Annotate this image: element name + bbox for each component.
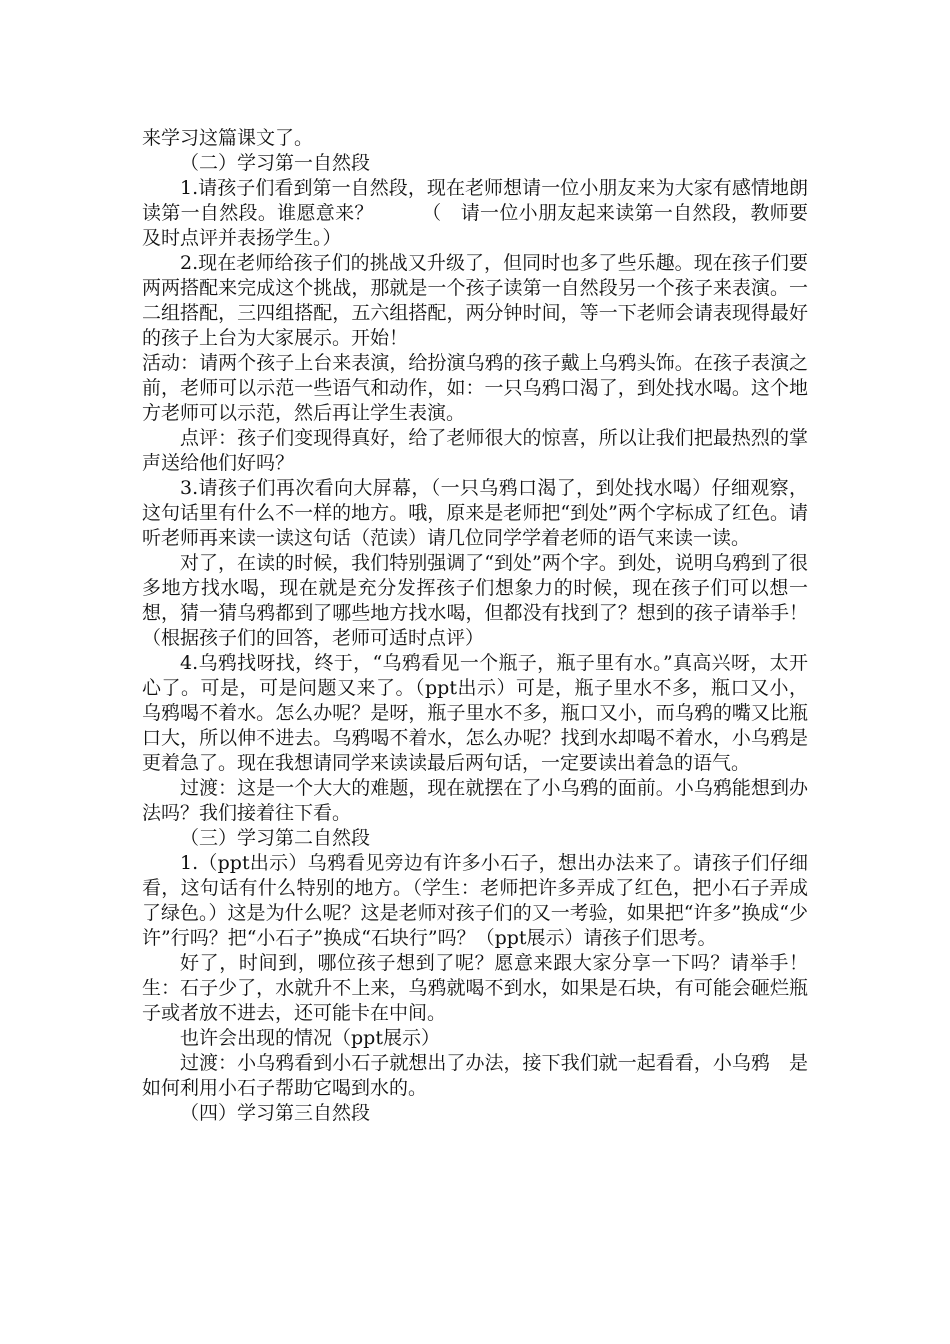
- paragraph-3: 1.请孩子们看到第一自然段，现在老师想请一位小朋友来为大家有感情地朗读第一自然段。谁愿意来？ （ 请一位小朋友起来读第一自然段，教师要及时点评并表扬学生。）: [142, 177, 808, 249]
- paragraph-4: 2.现在老师给孩子们的挑战又升级了，但同时也多了些乐趣。现在孩子们要两两搭配来完成这个挑战，那就是一个孩子读第一自然段另一个孩子来表演。一二组搭配，三四组搭配，五六组搭配，两分钟时间，等一下老师会请表现得最好的孩子上台为大家展示。开始！: [142, 252, 808, 349]
- paragraph-7: 3.请孩子们再次看向大屏幕，（一只乌鸦口渴了，到处找水喝）仔细观察，这句话里有什么不一样的地方。哦，原来是老师把“到处”两个字标成了红色。请听老师再来读一读这句话（范读）请几位同学学着老师的语气来读一读。: [142, 477, 808, 549]
- paragraph-transition-1: 过渡：这是一个大大的难题，现在就摆在了小乌鸦的面前。小乌鸦能想到办法吗？我们接着往下看。: [142, 777, 808, 824]
- document-body: [142, 126, 828, 1126]
- paragraph-8: 对了，在读的时候，我们特别强调了“到处”两个字。到处，说明乌鸦到了很多地方找水喝，现在就是充分发挥孩子们想象力的时候，现在孩子们可以想一想，猜一猜乌鸦都到了哪些地方找水喝，但都没有找到了？想到的孩子请举手！（根据孩子们的回答，老师可适时点评）: [142, 552, 808, 649]
- paragraph-activity: 活动：请两个孩子上台来表演，给扮演乌鸦的孩子戴上乌鸦头饰。在孩子表演之前，老师可以示范一些语气和动作，如：一只乌鸦口渴了，到处找水喝。这个地方老师可以示范，然后再让学生表演。: [142, 352, 808, 424]
- paragraph-12: 1.（ppt出示）乌鸦看见旁边有许多小石子，想出办法来了。请孩子们仔细看，这句话有什么特别的地方。（学生：老师把许多弄成了红色，把小石子弄成了绿色。）这是为什么呢？这是老师对孩子们的又一考验，如果把“许多”换成“少许”行吗？把“小石子”换成“石块行”吗？（ppt展示）请孩子们思考。: [142, 852, 808, 949]
- paragraph-transition-2: 过渡：小乌鸦看到小石子就想出了办法，接下我们就一起看看，小乌鸦 是如何利用小石子帮助它喝到水的。: [142, 1052, 808, 1099]
- section-heading-2: （二）学习第一自然段: [180, 152, 371, 174]
- section-heading-4: （四）学习第三自然段: [180, 1102, 371, 1124]
- paragraph-13: 好了，时间到，哪位孩子想到了呢？愿意来跟大家分享一下吗？请举手！ 生：石子少了，水就升不上来，乌鸦就喝不到水，如果是石块，有可能会砸烂瓶子或者放不进去，还可能卡在中间。: [142, 952, 828, 1024]
- paragraph-comment: 点评：孩子们变现得真好，给了老师很大的惊喜，所以让我们把最热烈的掌声送给他们好吗？: [142, 427, 808, 474]
- paragraph-9: 4.乌鸦找呀找，终于，“乌鸦看见一个瓶子，瓶子里有水。”真高兴呀，太开心了。可是，可是问题又来了。（ppt出示）可是，瓶子里水不多，瓶口又小，乌鸦喝不着水。怎么办呢？是呀，瓶子里水不多，瓶口又小，而乌鸦的嘴又比瓶口大，所以伸不进去。乌鸦喝不着水，怎么办呢？找到水却喝不着水，小乌鸦是更着急了。现在我想请同学来读读最后两句话，一定要读出着急的语气。: [142, 652, 808, 774]
- paragraph-14: 也许会出现的情况（ppt展示）: [180, 1027, 440, 1049]
- paragraph-1: 来学习这篇课文了。: [142, 127, 314, 149]
- section-heading-3: （三）学习第二自然段: [180, 827, 371, 849]
